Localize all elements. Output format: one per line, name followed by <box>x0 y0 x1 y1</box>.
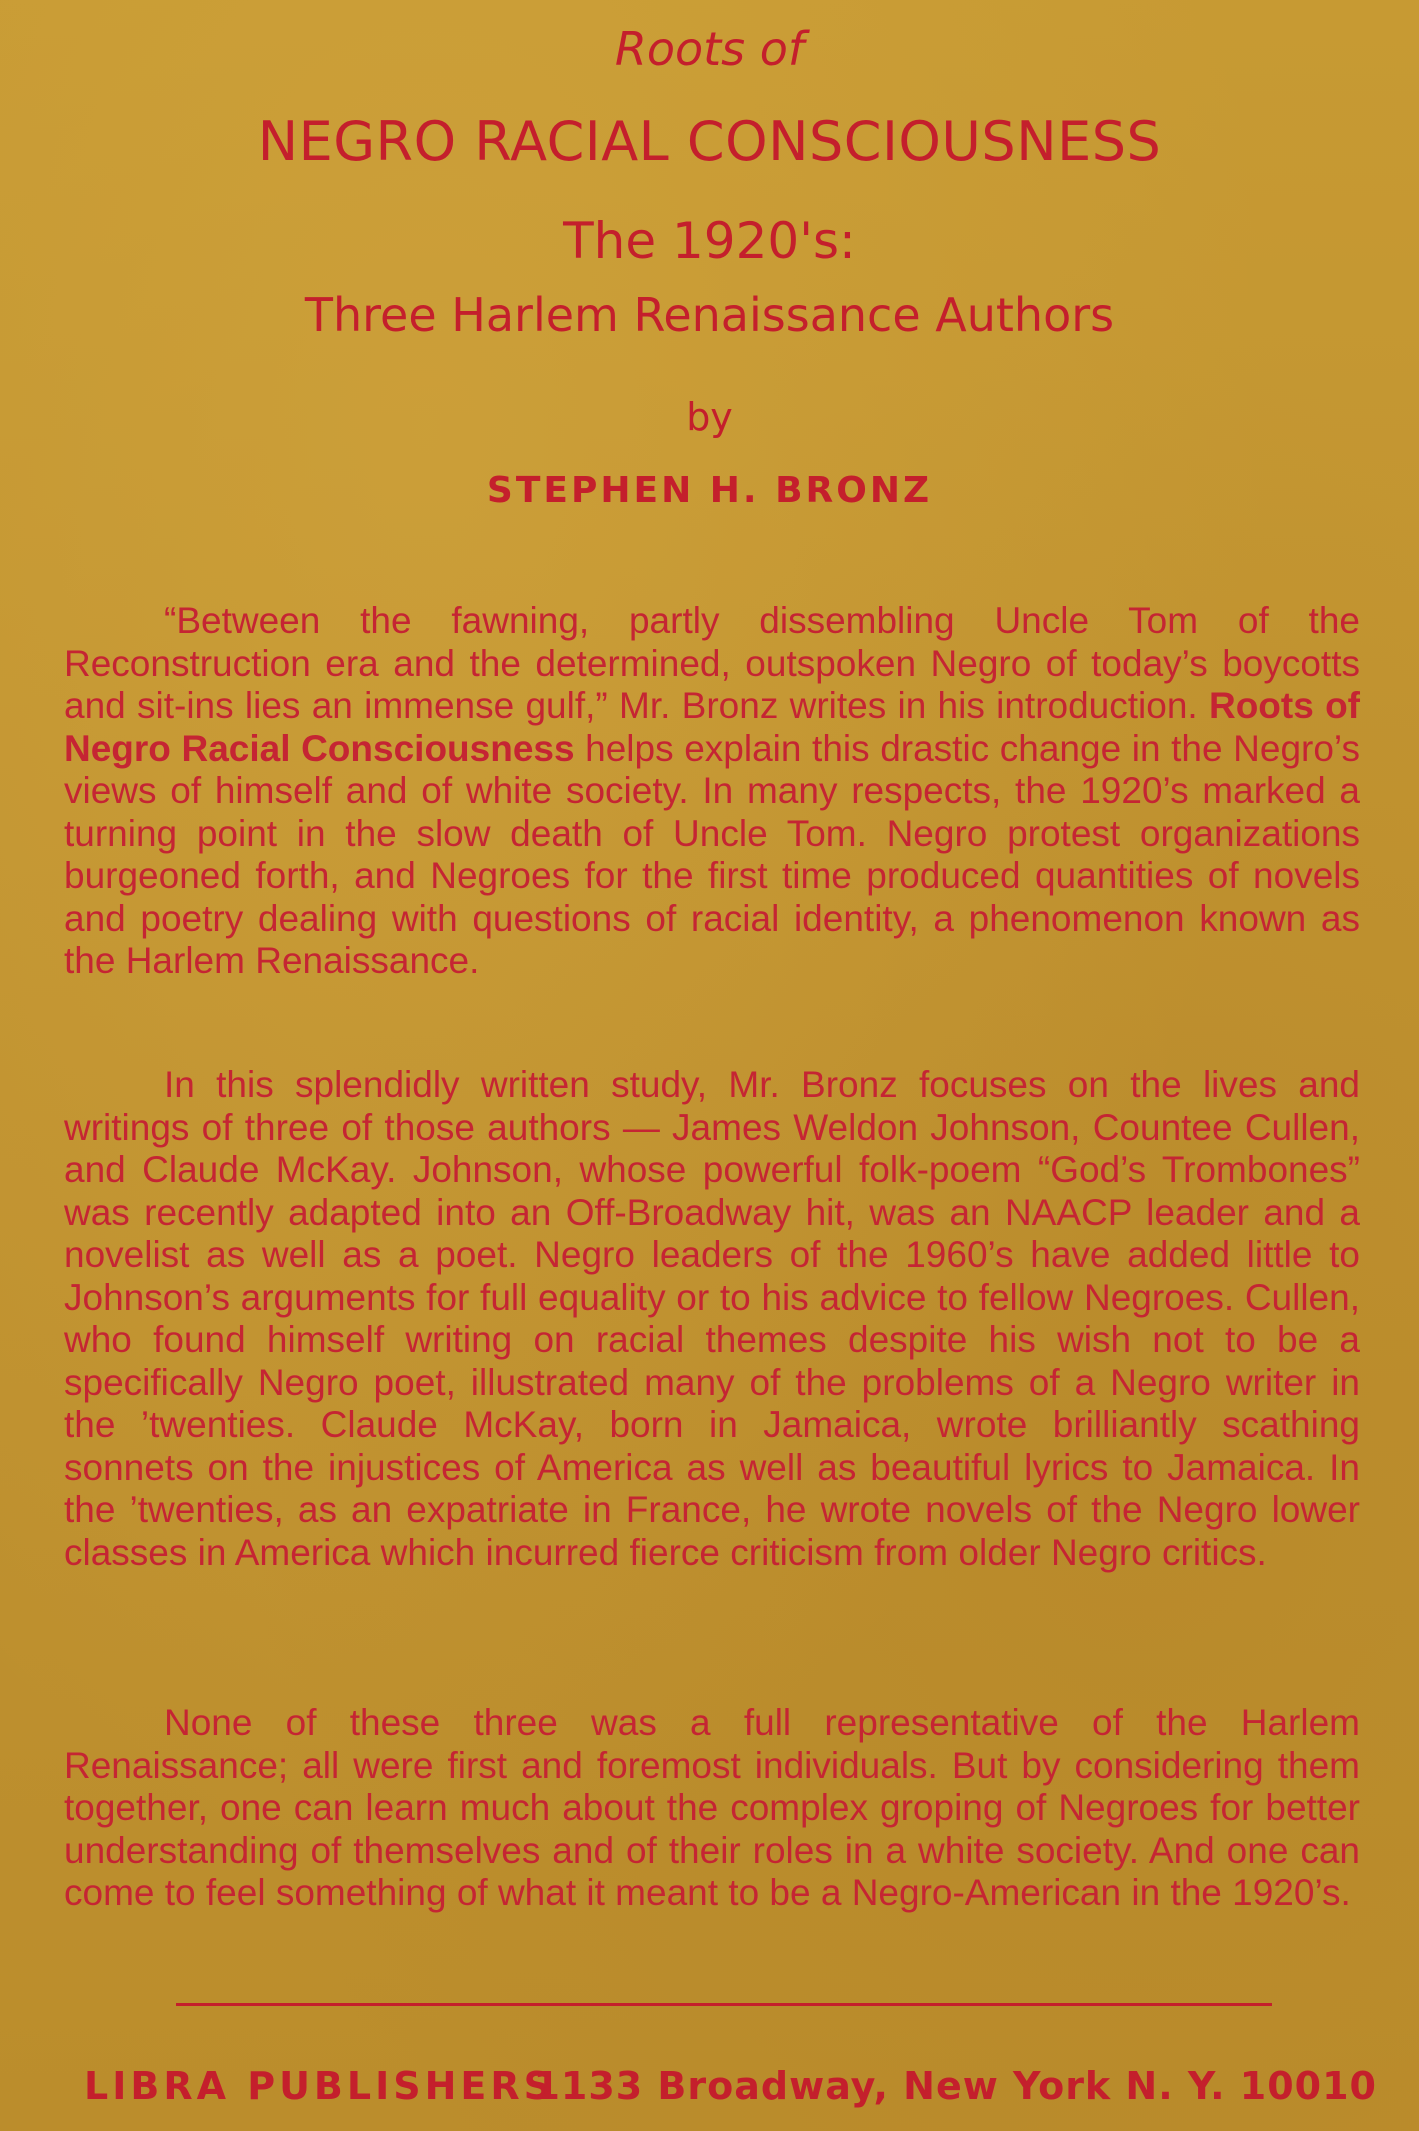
blurb-paragraph-1-intro: “Between the fawning, partly dissembling Uncle Tom of the Reconstruction era and the determined, outspoken Negro of today’s boycotts and sit-ins lies an immense gulf,” Mr. Bronz writes in his introduction. <box>64 600 1360 726</box>
book-era: The 1920's: <box>563 212 856 270</box>
blurb-paragraph-1-rest: helps explain this drastic change in the Negro’s views of himself and of white society. In many respects, the 1920’s marked a turning point in the slow death of Uncle Tom. Negro protest organizations burgeoned forth, and Negroes for the first time produced quantities of novels and poetry dealing with questions of racial identity, a phenomenon known as the Harlem Renaissance. <box>64 727 1360 981</box>
publisher-name: LIBRA PUBLISHERS <box>84 2064 555 2108</box>
divider-rule <box>176 2003 1272 2006</box>
publisher-address: 1133 Broadway, New York N. Y. 10010 <box>533 2064 1377 2108</box>
blurb-book-title: Roots of Negro Racial Consciousness <box>64 685 1360 769</box>
author-name: STEPHEN H. BRONZ <box>486 470 933 511</box>
blurb-paragraph-2: In this splendidly written study, Mr. Bronz focuses on the lives and writings of three of those authors — James Weldon Johnson, Countee Cullen, and Claude McKay. Johnson, whose powerful folk-poem “God’s Trombones” was recently adapted into an Off-Broadway hit, was an NAACP leader and a novelist as well as a poet. Negro leaders of the 1960’s have added little to Johnson’s arguments for full equality or to his advice to fellow Negroes. Cullen, who found himself writing on racial themes despite his wish not to be a specifically Negro poet, illustrated many of the problems of a Negro writer in the ’twenties. Claude McKay, born in Jamaica, wrote brilliantly scathing sonnets on the injustices of America as well as beautiful lyrics to Jamaica. In the ’twenties, as an expatriate in France, he wrote novels of the Negro lower classes in America which incurred fierce criticism from older Negro critics. <box>64 1064 1360 1573</box>
book-subtitle: Three Harlem Renaissance Authors <box>304 288 1115 342</box>
blurb-paragraph-3: None of these three was a full representative of the Harlem Renaissance; all were first and foremost individuals. But by considering them together, one can learn much about the complex groping of Negroes for better understanding of themselves and of their roles in a white society. And one can come to feel something of what it meant to be a Negro-American in the 1920’s. <box>64 1702 1360 1913</box>
book-title: NEGRO RACIAL CONSCIOUSNESS <box>257 110 1162 173</box>
blurb-paragraph-1 <box>64 600 1360 983</box>
by-line: by <box>686 395 733 439</box>
series-title: Roots of <box>614 22 805 76</box>
